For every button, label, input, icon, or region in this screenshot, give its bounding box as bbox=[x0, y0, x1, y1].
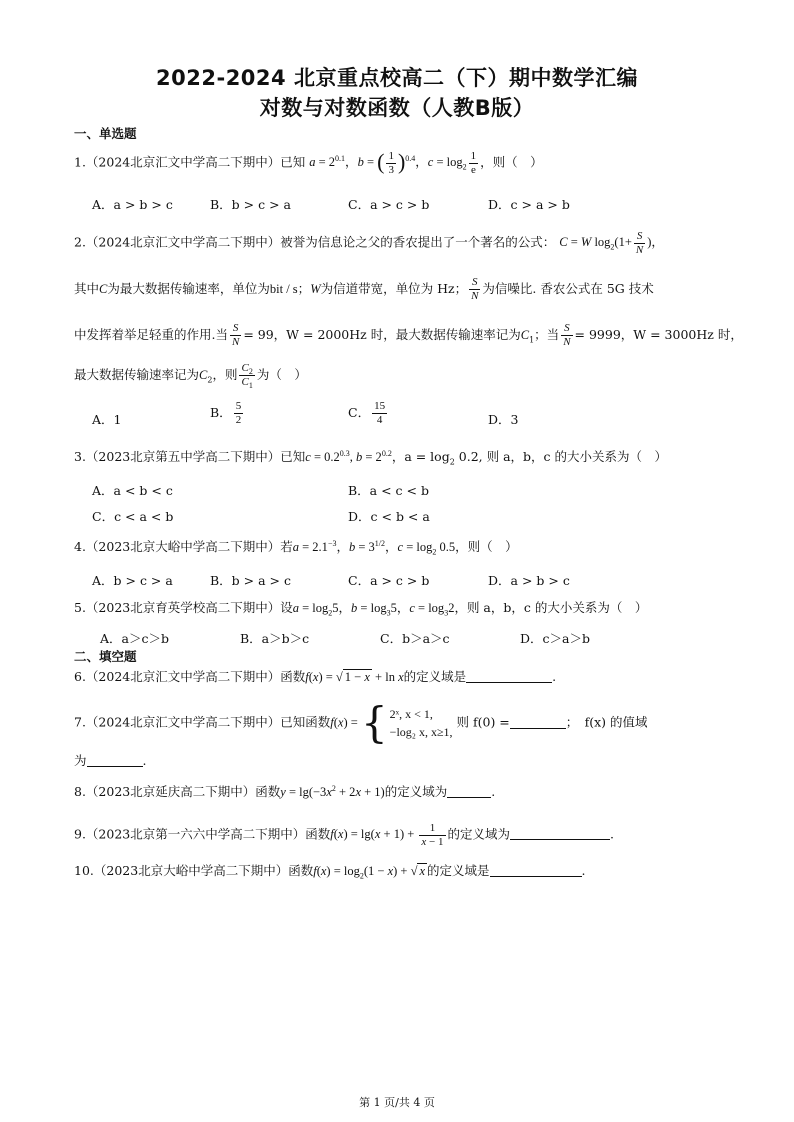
q10-end: . bbox=[581, 863, 586, 878]
q5-tail: ，则 a，b，c 的大小关系为（ ） bbox=[454, 600, 648, 615]
q3-option-c[interactable]: C．c < a < b bbox=[92, 509, 174, 524]
section-heading-fill-blank: 二、填空题 bbox=[74, 649, 137, 664]
q8-tail: 的定义域为 bbox=[384, 784, 448, 799]
question-7 bbox=[74, 698, 648, 747]
question-1-tail: ，则（ ） bbox=[480, 154, 543, 170]
question-7-line-2 bbox=[74, 752, 147, 770]
q4-option-b[interactable]: B．b > a > c bbox=[210, 573, 291, 588]
q7-mid: 则 f(0) = bbox=[456, 714, 510, 730]
q4-formula: $a = 2.1^{-3}$，$b = 3^{1/2}$，$c = \log_2 0.5$ bbox=[292, 538, 456, 557]
q6-tail: 的定义域是 bbox=[403, 669, 467, 684]
q9-tail: 的定义域为 bbox=[447, 826, 511, 842]
q3-formula: $c = 0.2^{0.3}$, $b = 2^{0.2}$ bbox=[305, 448, 392, 464]
q2-text-j: 最大数据传输速率记为 bbox=[74, 367, 200, 382]
question-2-line-2: 其中C为最大数据传输速率，单位为bit / s；W为信道带宽，单位为 Hz； $\frac{S}{N}$ 为信噪比. 香农公式在 5G 技术 bbox=[74, 276, 654, 302]
q2-text-e: 为信噪比. 香农公式在 5G 技术 bbox=[482, 281, 654, 296]
q9-answer-blank[interactable] bbox=[510, 827, 610, 840]
q2-text-g: = 99，W = 2000Hz 时，最大数据传输速率记为 bbox=[243, 327, 521, 342]
q1-option-c[interactable]: C．a > c > b bbox=[348, 197, 430, 212]
q4-tail: ，则（ ） bbox=[455, 539, 518, 554]
question-8-prefix: 8.（2023北京延庆高二下期中）函数 bbox=[74, 784, 281, 799]
q5-option-d[interactable]: D．c＞a＞b bbox=[520, 631, 590, 646]
q9-formula: f(x) = lg(x + 1) + $\frac{1}{x - 1}$ bbox=[330, 822, 444, 848]
q8-end: . bbox=[491, 784, 496, 799]
q7-end: . bbox=[142, 753, 147, 768]
q1-option-a[interactable]: A．a > b > c bbox=[92, 197, 173, 212]
q7-line2-label: 为 bbox=[74, 753, 87, 768]
q2-option-b[interactable] bbox=[210, 400, 245, 427]
q2-text-h: ；当 bbox=[534, 327, 560, 342]
q5-formula: $a = \log_25$，$b = \log_35$，$c = \log_32$ bbox=[292, 601, 455, 618]
q10-formula: $f(x) = \log_2(1 - x)$ + √ x bbox=[313, 864, 426, 881]
q7-case-1: 2ˣ, x < 1, bbox=[389, 707, 433, 721]
page-footer: 第 1 页/共 4 页 bbox=[359, 1096, 435, 1109]
q8-formula: $y = \lg(-3x^2 + 2x + 1)$ bbox=[280, 783, 385, 799]
question-5 bbox=[74, 599, 647, 617]
question-10 bbox=[74, 862, 586, 880]
q2-option-c-label: C． bbox=[348, 405, 371, 420]
q5-option-a[interactable]: A．a＞c＞b bbox=[100, 631, 169, 646]
question-3-prefix: 3.（2023北京第五中学高二下期中）已知 bbox=[74, 449, 306, 464]
q2-unit: bit / s bbox=[269, 282, 298, 296]
q6-answer-blank[interactable] bbox=[466, 670, 552, 683]
q2-text-f: 中发挥着举足轻重的作用.当 bbox=[74, 327, 228, 342]
q10-tail: 的定义域是 bbox=[427, 863, 490, 878]
q7-function-name: f(x) = bbox=[330, 715, 361, 730]
question-4-prefix: 4.（2023北京大峪中学高二下期中）若 bbox=[74, 539, 293, 554]
question-4 bbox=[74, 538, 518, 556]
q3-option-d[interactable]: D．c < b < a bbox=[348, 509, 430, 524]
question-2-line-3: 中发挥着举足轻重的作用.当 $\frac{S}{N}$ = 99，W = 2000Hz 时，最大数据传输速率记为$C_1$；当 $\frac{S}{N}$ = 9999，W = 3000Hz 时， bbox=[74, 322, 743, 348]
q2-option-d[interactable]: D．3 bbox=[488, 412, 519, 427]
q5-option-c[interactable]: C．b＞a＞c bbox=[380, 631, 450, 646]
q2-text-d: 为信道带宽，单位为 Hz； bbox=[320, 281, 468, 296]
q4-option-d[interactable]: D．a > b > c bbox=[488, 573, 570, 588]
q2-option-a[interactable]: A．1 bbox=[92, 412, 122, 427]
q7-tail: f(x) 的值域 bbox=[584, 714, 648, 730]
q4-option-c[interactable]: C．a > c > b bbox=[348, 573, 430, 588]
question-2-line-4: 最大数据传输速率记为$C_2$，则 $\frac{C_2}{C_1}$ 为（ ） bbox=[74, 362, 307, 391]
q2-text-l: 为（ ） bbox=[256, 367, 307, 382]
q2-option-c-den: 4 bbox=[376, 414, 383, 426]
q2-text-c: ； bbox=[297, 281, 311, 296]
document-title: 2022-2024 北京重点校高二（下）期中数学汇编 bbox=[156, 66, 638, 90]
section-heading-single-choice: 一、单选题 bbox=[74, 126, 137, 141]
document-subtitle: 对数与对数函数（人教B版） bbox=[259, 96, 535, 120]
question-2-line-1 bbox=[74, 230, 664, 257]
q1-option-b[interactable]: B．b > c > a bbox=[210, 197, 291, 212]
q2-text-k: ，则 bbox=[212, 367, 238, 382]
q2-text-a: 其中 bbox=[74, 281, 100, 296]
question-1 bbox=[74, 150, 543, 177]
q2-option-c[interactable] bbox=[348, 400, 389, 427]
question-8 bbox=[74, 783, 495, 801]
question-10-prefix: 10.（2023北京大峪中学高二下期中）函数 bbox=[74, 863, 314, 878]
q2-option-b-den: 2 bbox=[235, 414, 242, 426]
question-5-prefix: 5.（2023北京育英学校高二下期中）设 bbox=[74, 600, 293, 615]
q7-answer-blank-2[interactable] bbox=[87, 754, 143, 767]
q2-text-i: = 9999，W = 3000Hz 时， bbox=[574, 327, 743, 342]
question-9-prefix: 9.（2023北京第一六六中学高二下期中）函数 bbox=[74, 826, 331, 842]
q3-option-a[interactable]: A．a < b < c bbox=[92, 483, 173, 498]
question-1-formula: $a = 2^{0.1}$，b = ( $\frac{1}{3}$ )$^{0.4}$，$c = \log_2$ $\frac{1}{e}$ bbox=[309, 149, 477, 176]
shannon-formula: C = W $\log_2(1+$ $\frac{S}{N}$ )， bbox=[559, 230, 664, 256]
q3-mid: ，a = log bbox=[391, 449, 450, 464]
question-1-prefix: 1.（2024北京汇文中学高二下期中）已知 bbox=[74, 154, 306, 170]
q6-end: . bbox=[552, 669, 557, 684]
q7-cases bbox=[390, 705, 453, 741]
q4-option-a[interactable]: A．b > c > a bbox=[92, 573, 173, 588]
q6-formula: f(x) = √ 1 − x + ln x bbox=[305, 670, 404, 684]
q8-answer-blank[interactable] bbox=[447, 785, 491, 798]
q2-option-b-num: 5 bbox=[235, 400, 242, 412]
q7-case-2: −log₂ x, x≥1, bbox=[389, 725, 453, 739]
question-3: 3.（2023北京第五中学高二下期中）已知$c = 0.2^{0.3}$, $b = 2^{0.2}$，$a = \log_2 0.2$, 则 a，b，c 的大小关系为（ ） bbox=[74, 448, 668, 467]
question-2-prefix: 2.（2024北京汇文中学高二下期中）被誉为信息论之父的香农提出了一个著名的公式： bbox=[74, 234, 556, 250]
question-9 bbox=[74, 822, 614, 849]
q3-tail: 0.2, 则 a，b，c 的大小关系为（ ） bbox=[454, 449, 668, 464]
q9-end: . bbox=[610, 826, 615, 842]
q1-option-d[interactable]: D．c > a > b bbox=[488, 197, 570, 212]
question-7-prefix: 7.（2024北京汇文中学高二下期中）已知函数 bbox=[74, 714, 331, 730]
q2-text-b: 为最大数据传输速率，单位为 bbox=[107, 281, 270, 296]
q5-option-b[interactable]: B．a＞b＞c bbox=[240, 631, 310, 646]
question-6-prefix: 6.（2024北京汇文中学高二下期中）函数 bbox=[74, 669, 306, 684]
question-6 bbox=[74, 668, 556, 686]
q7-answer-blank-1[interactable] bbox=[510, 716, 566, 729]
q2-option-b-label: B． bbox=[210, 405, 232, 420]
q2-option-c-num: 15 bbox=[374, 400, 386, 412]
q10-answer-blank[interactable] bbox=[490, 864, 582, 877]
q7-brace: { bbox=[360, 698, 388, 747]
q3-option-b[interactable]: B．a < c < b bbox=[348, 483, 429, 498]
q7-mid2: ； bbox=[565, 714, 573, 730]
